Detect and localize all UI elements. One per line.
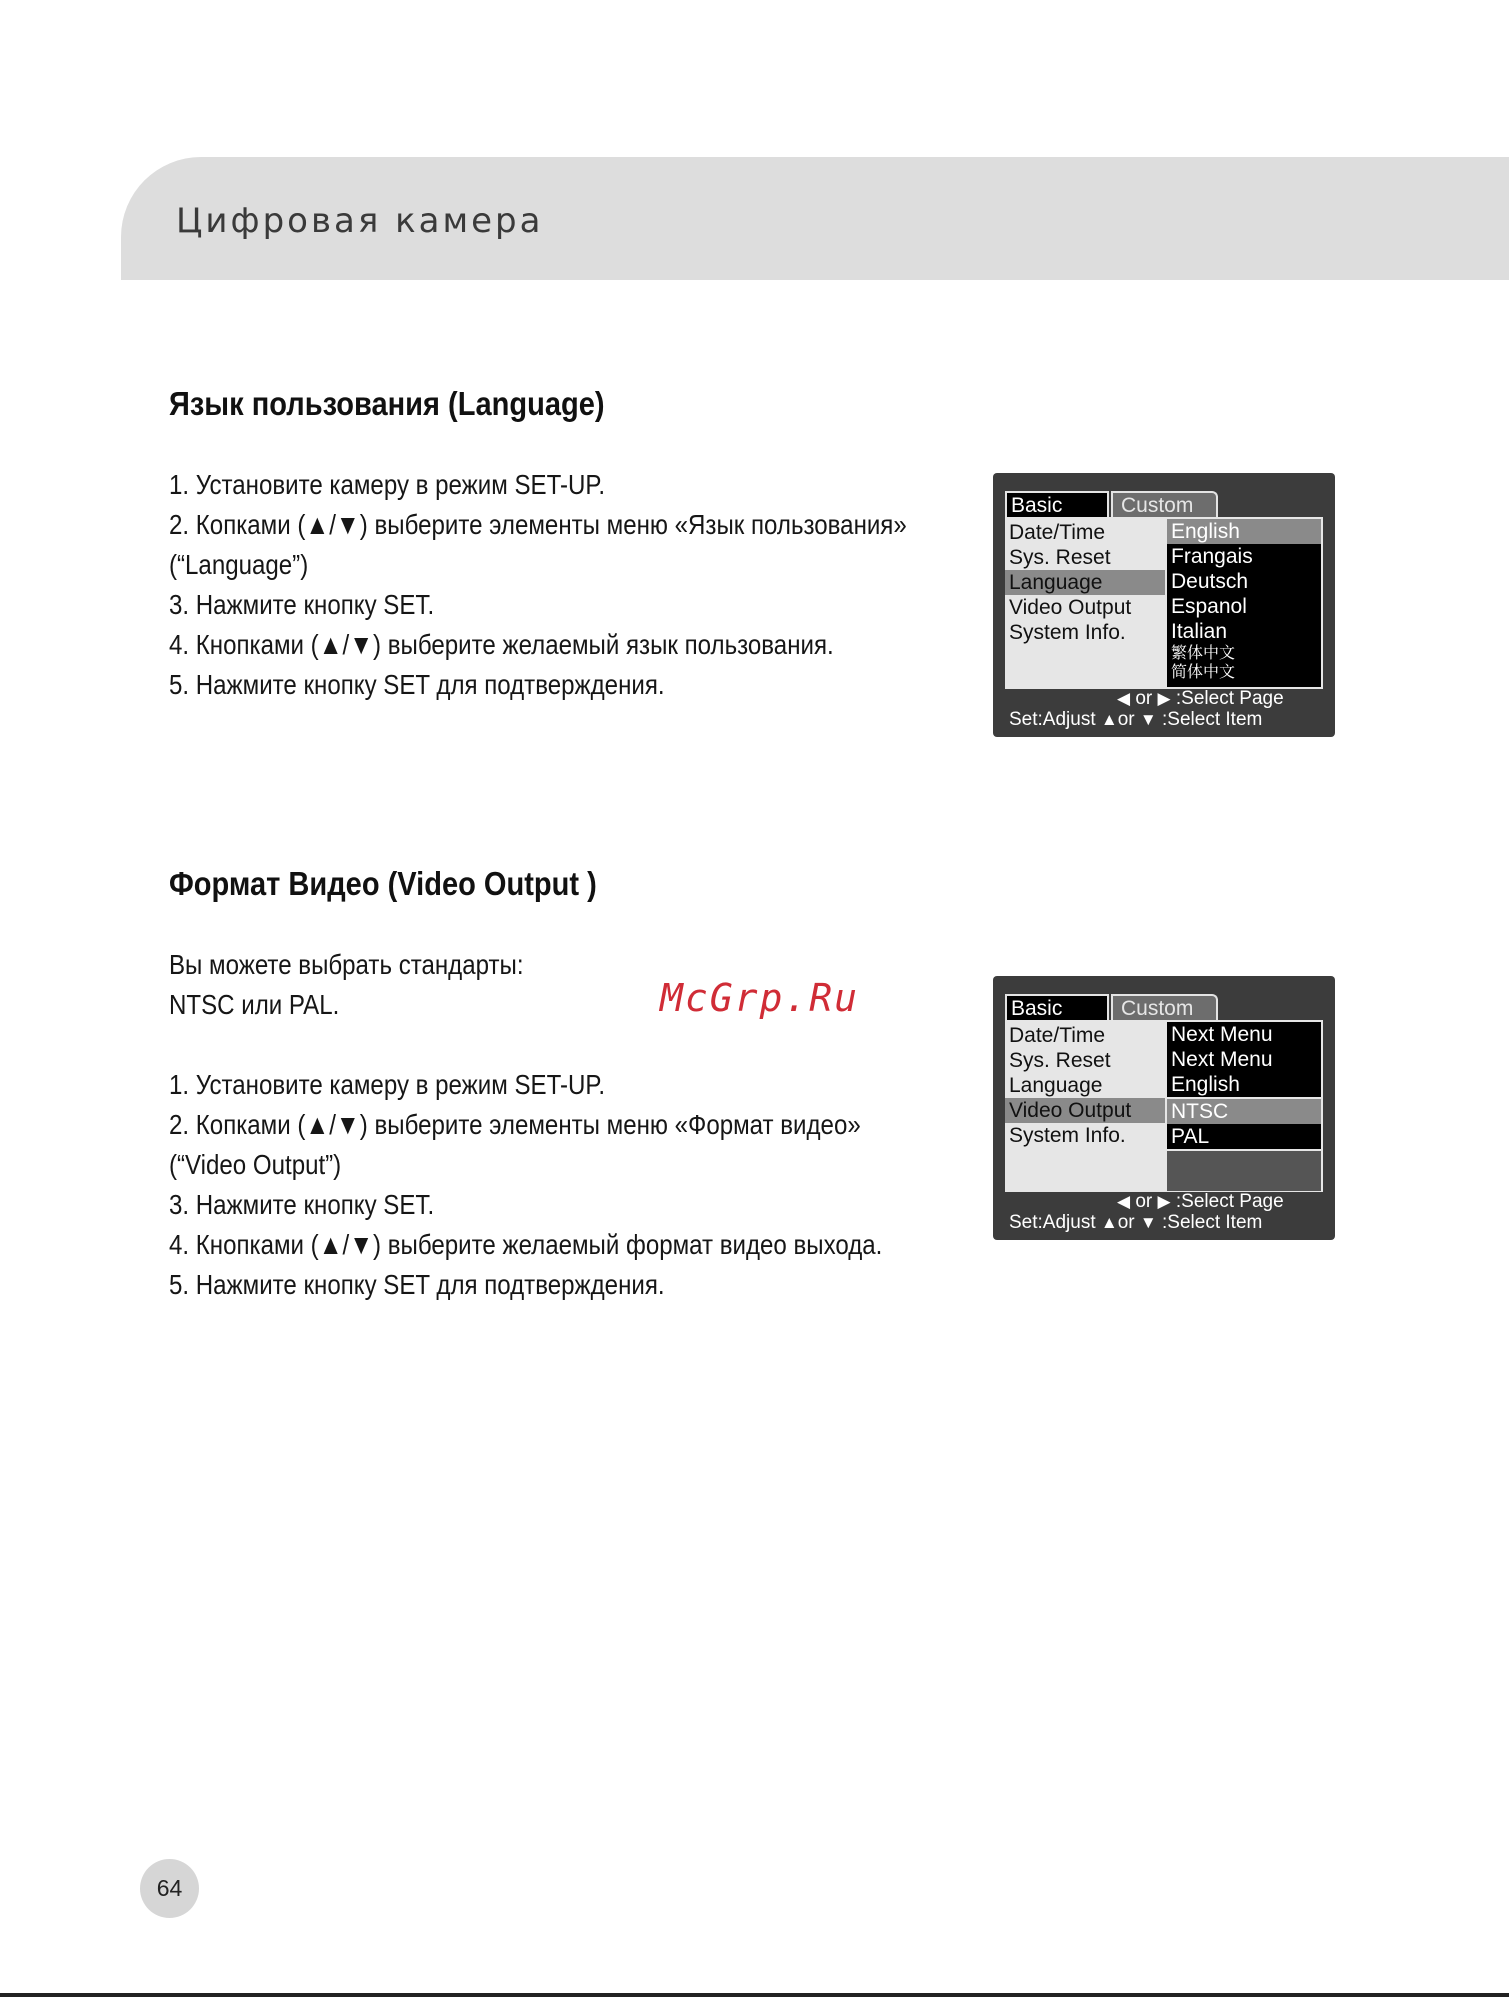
option-simplified-chinese[interactable]: 简体中文 [1171, 664, 1236, 681]
step-3: 3. Нажмите кнопку SET. [169, 589, 435, 620]
option-pal[interactable]: PAL [1167, 1124, 1321, 1151]
menu-item-sys-reset[interactable]: Sys. Reset [1009, 546, 1111, 569]
section-title-language: Язык пользования (Language) [169, 385, 605, 422]
menu-item-system-info[interactable]: System Info. [1009, 1124, 1126, 1147]
step-2: 2. Копками (▲/▼) выберите элементы меню «Формат видео» [169, 1109, 861, 1140]
language-menu-screen [993, 473, 1335, 737]
header-band [121, 157, 1509, 280]
video-steps [169, 1065, 999, 1305]
right-arrow-icon: ▶ [1157, 689, 1171, 708]
menu-item-language[interactable]: Language [1009, 1074, 1103, 1097]
menu-item-list [1005, 1020, 1165, 1192]
step-1: 1. Установите камеру в режим SET-UP. [169, 1069, 606, 1100]
option-italian[interactable]: Italian [1171, 620, 1228, 643]
menu-item-date-time[interactable]: Date/Time [1009, 521, 1106, 544]
down-arrow-icon: ▼ [1139, 1213, 1157, 1232]
hint-or: or [1117, 709, 1135, 730]
up-arrow-icon: ▲ [1100, 710, 1118, 729]
section-title-video-output: Формат Видео (Video Output ) [169, 865, 597, 902]
hint-item-row [1009, 1212, 1262, 1234]
option-francais[interactable]: Frangais [1171, 545, 1253, 568]
bottom-rule [0, 1993, 1509, 1997]
step-2-cont: (“Video Output”) [169, 1149, 342, 1180]
step-4: 4. Кнопками (▲/▼) выберите желаемый язык пользования. [169, 629, 834, 660]
step-3: 3. Нажмите кнопку SET. [169, 1189, 435, 1220]
hint-item-row [1009, 709, 1262, 731]
option-next-menu-2[interactable]: Next Menu [1171, 1048, 1273, 1071]
step-5: 5. Нажмите кнопку SET для подтверждения. [169, 669, 665, 700]
menu-item-list [1005, 517, 1165, 689]
menu-item-system-info[interactable]: System Info. [1009, 621, 1126, 644]
option-english[interactable]: English [1167, 519, 1321, 544]
down-arrow-icon: ▼ [1139, 710, 1157, 729]
step-2-cont: (“Language”) [169, 549, 309, 580]
hint-page-row [1117, 688, 1284, 710]
hint-set-adjust: Set:Adjust [1009, 1212, 1096, 1233]
menu-item-sys-reset[interactable]: Sys. Reset [1009, 1049, 1111, 1072]
left-arrow-icon: ◀ [1117, 689, 1131, 708]
page-number: 64 [140, 1859, 199, 1918]
step-5: 5. Нажмите кнопку SET для подтверждения. [169, 1269, 665, 1300]
menu-item-video-output[interactable]: Video Output [1005, 1098, 1165, 1123]
hint-select-page: :Select Page [1175, 688, 1284, 709]
hint-or: or [1135, 1191, 1153, 1212]
hint-set-adjust: Set:Adjust [1009, 709, 1096, 730]
right-arrow-icon: ▶ [1157, 1192, 1171, 1211]
watermark: McGrp.Ru [660, 976, 860, 1020]
option-espanol[interactable]: Espanol [1171, 595, 1247, 618]
hint-select-item: :Select Item [1162, 1212, 1263, 1233]
tab-custom[interactable]: Custom [1111, 994, 1218, 1020]
step-2: 2. Копками (▲/▼) выберите элементы меню «Язык пользования» [169, 509, 907, 540]
option-deutsch[interactable]: Deutsch [1171, 570, 1249, 593]
hint-select-item: :Select Item [1162, 709, 1263, 730]
option-empty [1167, 1151, 1321, 1191]
header-title: Цифровая камера [176, 201, 544, 241]
menu-item-language[interactable]: Language [1005, 570, 1165, 595]
intro-line-2: NTSC или PAL. [169, 989, 340, 1020]
up-arrow-icon: ▲ [1100, 1213, 1118, 1232]
option-traditional-chinese[interactable]: 繁体中文 [1171, 645, 1236, 662]
hint-or: or [1135, 688, 1153, 709]
tab-basic[interactable]: Basic [1005, 994, 1109, 1020]
step-1: 1. Установите камеру в режим SET-UP. [169, 469, 606, 500]
video-menu-screen [993, 976, 1335, 1240]
menu-item-video-output[interactable]: Video Output [1009, 596, 1132, 619]
step-4: 4. Кнопками (▲/▼) выберите желаемый формат видео выхода. [169, 1229, 883, 1260]
hint-select-page: :Select Page [1175, 1191, 1284, 1212]
option-next-menu-1[interactable]: Next Menu [1171, 1023, 1273, 1046]
intro-line-1: Вы можете выбрать стандарты: [169, 949, 524, 980]
option-ntsc[interactable]: NTSC [1167, 1099, 1321, 1124]
menu-item-date-time[interactable]: Date/Time [1009, 1024, 1106, 1047]
video-intro [169, 945, 999, 1025]
option-english[interactable]: English [1167, 1072, 1321, 1099]
video-option-list [1165, 1020, 1323, 1192]
hint-or: or [1117, 1212, 1135, 1233]
tab-basic[interactable]: Basic [1005, 491, 1109, 517]
left-arrow-icon: ◀ [1117, 1192, 1131, 1211]
hint-page-row [1117, 1191, 1284, 1213]
tab-custom[interactable]: Custom [1111, 491, 1218, 517]
language-steps [169, 465, 999, 705]
language-option-list [1165, 517, 1323, 689]
